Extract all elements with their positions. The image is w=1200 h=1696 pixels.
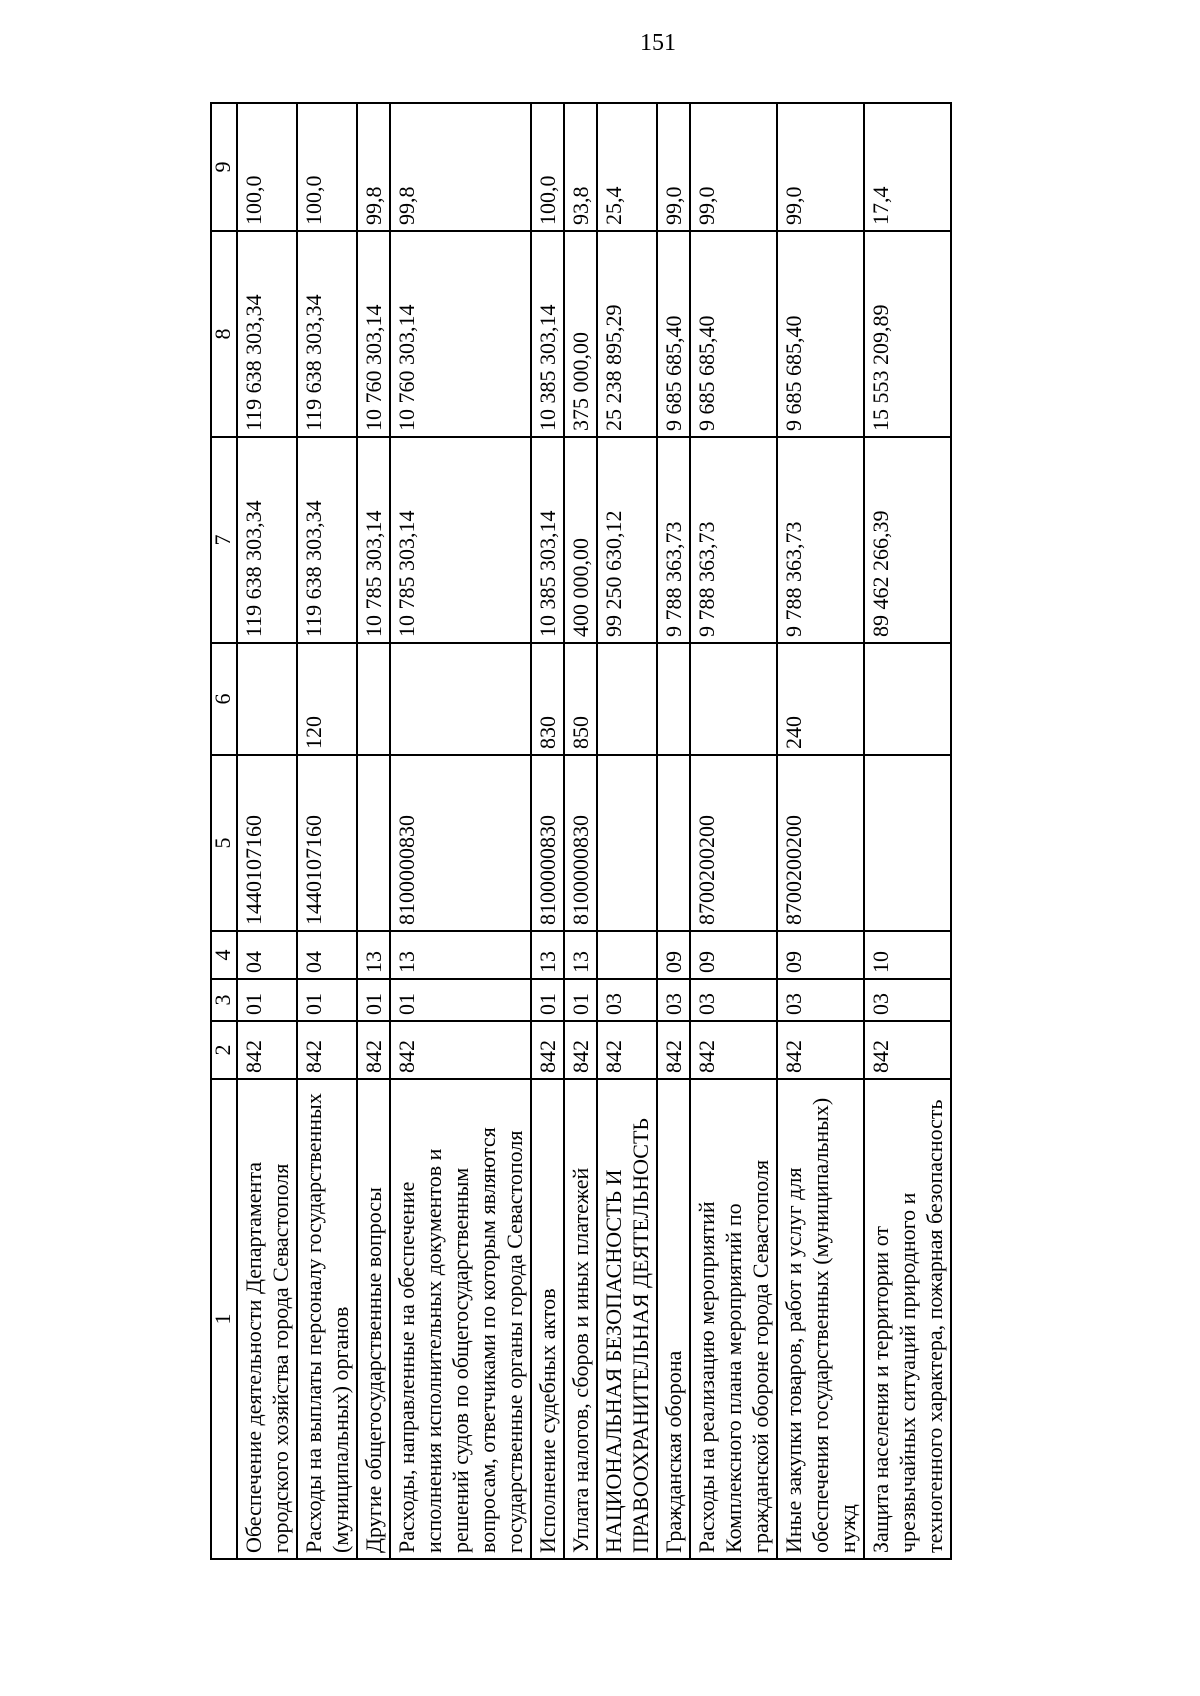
table-cell: Уплата налогов, сборов и иных платежей [564,1079,597,1559]
table-cell: 10 385 303,14 [531,231,564,437]
table-cell: 842 [564,1021,597,1079]
table-cell: 119 638 303,34 [237,231,297,437]
table-cell: 9 685 685,40 [657,231,690,437]
table-cell: 93,8 [564,103,597,231]
table-cell [390,643,531,755]
table-cell: 03 [690,979,777,1021]
table-cell: 9 685 685,40 [777,231,864,437]
table-cell: 375 000,00 [564,231,597,437]
table-cell: 842 [777,1021,864,1079]
table-cell: 9 788 363,73 [657,437,690,643]
table-cell: 119 638 303,34 [297,437,357,643]
table-row [237,103,297,1559]
table-cell: 8100000830 [564,755,597,931]
column-header: 1 [211,1079,237,1559]
table-cell: 01 [531,979,564,1021]
table-row [357,103,390,1559]
table-cell [357,755,390,931]
table-cell: 842 [297,1021,357,1079]
table-cell: 100,0 [237,103,297,231]
table-row [690,103,777,1559]
table-cell: 15 553 209,89 [864,231,951,437]
table-container [210,104,1090,1560]
column-header: 7 [211,437,237,643]
table-cell: 100,0 [297,103,357,231]
table-cell: 842 [657,1021,690,1079]
table-cell: 9 788 363,73 [777,437,864,643]
table-cell: 400 000,00 [564,437,597,643]
column-header: 4 [211,931,237,979]
table-cell [237,643,297,755]
table-cell: 99 250 630,12 [597,437,657,643]
table-cell: Расходы на реализацию мероприятий Комплексного плана мероприятий по гражданской обороне города Севастополя [690,1079,777,1559]
table-cell: 03 [657,979,690,1021]
table-row [597,103,657,1559]
table-cell: Защита населения и территории от чрезвычайных ситуаций природного и техногенного характера, пожарная безопасность [864,1079,951,1559]
table-cell: 25 238 895,29 [597,231,657,437]
column-header: 6 [211,643,237,755]
table-cell: 99,8 [357,103,390,231]
table-cell: 99,8 [390,103,531,231]
table-body [237,103,951,1559]
table-cell: Расходы на выплаты персоналу государственных (муниципальных) органов [297,1079,357,1559]
table-cell: 10 [864,931,951,979]
table-cell: 10 760 303,14 [390,231,531,437]
table-cell: 8700200200 [777,755,864,931]
table-cell: 17,4 [864,103,951,231]
table-cell [597,643,657,755]
table-cell: 842 [237,1021,297,1079]
table-cell: 10 760 303,14 [357,231,390,437]
table-row [390,103,531,1559]
table-row [777,103,864,1559]
column-header: 9 [211,103,237,231]
table-cell: 10 785 303,14 [357,437,390,643]
table-cell [597,755,657,931]
table-cell: 8100000830 [390,755,531,931]
table-cell: 04 [237,931,297,979]
column-header: 3 [211,979,237,1021]
table-cell: 99,0 [777,103,864,231]
table-cell [864,643,951,755]
table-cell: 8100000830 [531,755,564,931]
table-cell: Гражданская оборона [657,1079,690,1559]
table-cell: Расходы, направленные на обеспечение исполнения исполнительных документов и решений судов по общегосударственным вопросам, ответчиками по которым являются государственные органы города Севастополя [390,1079,531,1559]
table-cell: 100,0 [531,103,564,231]
table-cell: Иные закупки товаров, работ и услуг для обеспечения государственных (муниципальных) нужд [777,1079,864,1559]
table-row [531,103,564,1559]
table-row [297,103,357,1559]
table-cell: 89 462 266,39 [864,437,951,643]
table-cell [657,643,690,755]
table-cell [597,931,657,979]
table-cell: 842 [390,1021,531,1079]
table-cell: 119 638 303,34 [237,437,297,643]
table-cell: 13 [531,931,564,979]
table-cell: 9 788 363,73 [690,437,777,643]
budget-table [210,102,952,1560]
table-cell: 8700200200 [690,755,777,931]
table-cell [690,643,777,755]
table-cell [864,755,951,931]
table-cell: 9 685 685,40 [690,231,777,437]
table-cell: 01 [357,979,390,1021]
table-cell: 13 [357,931,390,979]
table-cell [357,643,390,755]
rotated-table-frame [210,104,1090,1560]
table-header [211,103,237,1559]
table-cell: 03 [597,979,657,1021]
table-cell: 842 [531,1021,564,1079]
table-cell: 13 [564,931,597,979]
table-cell: 03 [864,979,951,1021]
table-cell: 842 [357,1021,390,1079]
table-cell: 120 [297,643,357,755]
table-cell: 842 [864,1021,951,1079]
column-header: 2 [211,1021,237,1079]
table-row [657,103,690,1559]
table-row [564,103,597,1559]
table-cell: 842 [690,1021,777,1079]
table-cell: 99,0 [690,103,777,231]
table-cell: 13 [390,931,531,979]
table-cell: 01 [297,979,357,1021]
table-cell: 119 638 303,34 [297,231,357,437]
table-cell: 25,4 [597,103,657,231]
table-cell: 10 785 303,14 [390,437,531,643]
column-header: 8 [211,231,237,437]
table-cell [657,755,690,931]
table-cell: 09 [657,931,690,979]
table-cell: 09 [777,931,864,979]
table-cell: 850 [564,643,597,755]
table-cell: 01 [390,979,531,1021]
column-header: 5 [211,755,237,931]
table-cell: Обеспечение деятельности Департамента городского хозяйства города Севастополя [237,1079,297,1559]
table-cell: Исполнение судебных актов [531,1079,564,1559]
table-cell: 10 385 303,14 [531,437,564,643]
table-cell: 04 [297,931,357,979]
table-cell: 03 [777,979,864,1021]
table-cell: Другие общегосударственные вопросы [357,1079,390,1559]
table-cell: 09 [690,931,777,979]
table-row [864,103,951,1559]
table-cell: 1440107160 [237,755,297,931]
table-cell: НАЦИОНАЛЬНАЯ БЕЗОПАСНОСТЬ И ПРАВООХРАНИТЕЛЬНАЯ ДЕЯТЕЛЬНОСТЬ [597,1079,657,1559]
table-cell: 240 [777,643,864,755]
table-cell: 99,0 [657,103,690,231]
table-cell: 01 [237,979,297,1021]
table-cell: 01 [564,979,597,1021]
table-cell: 1440107160 [297,755,357,931]
page-number: 151 [640,30,676,56]
table-cell: 830 [531,643,564,755]
table-cell: 842 [597,1021,657,1079]
header-row [211,103,237,1559]
